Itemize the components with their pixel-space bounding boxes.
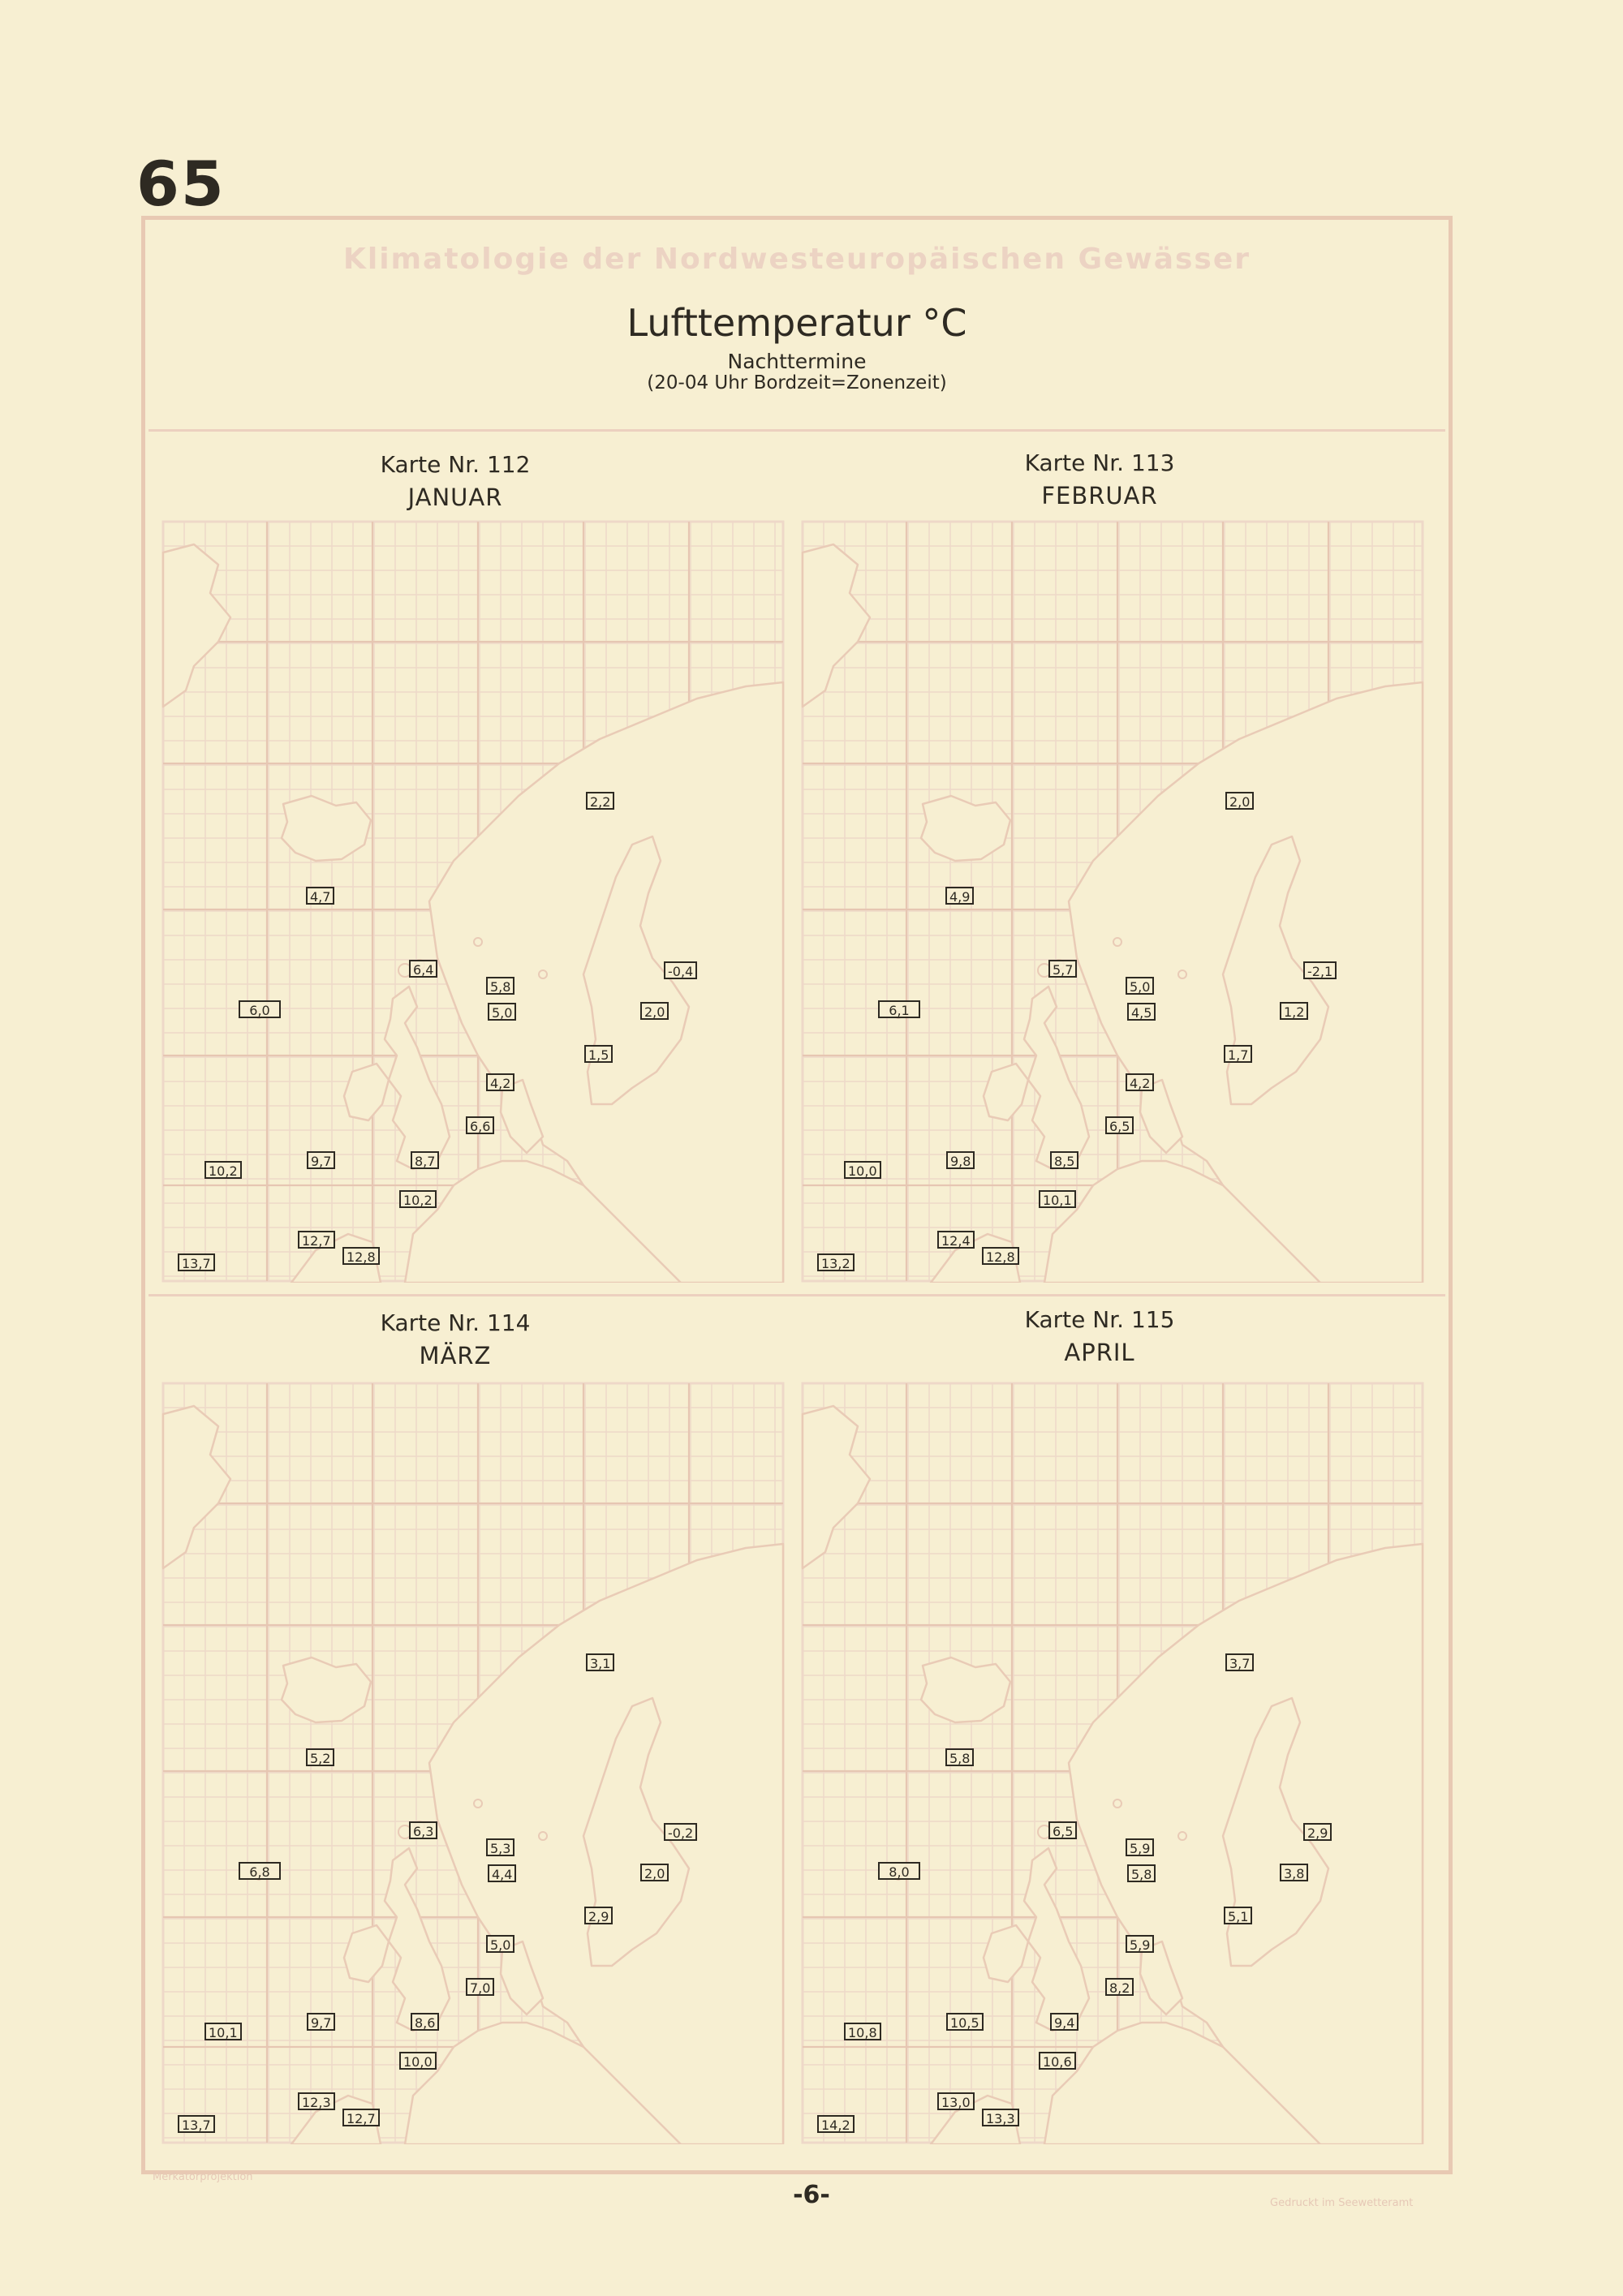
temperature-value-box: 5,8 bbox=[486, 977, 514, 995]
temperature-value-box: 8,2 bbox=[1105, 1978, 1134, 1996]
temperature-value-box: 9,7 bbox=[307, 2013, 335, 2031]
temperature-value-box: 4,9 bbox=[945, 887, 974, 905]
temperature-value-box: 6,8 bbox=[239, 1862, 281, 1880]
temperature-value-box: 5,0 bbox=[486, 1935, 514, 1953]
map-title-2 bbox=[293, 1307, 618, 1372]
temperature-value-box: 13,7 bbox=[178, 2115, 215, 2133]
temperature-value-box: 13,7 bbox=[178, 1253, 215, 1271]
map-graticule bbox=[801, 1382, 1424, 2144]
temperature-value-box: 5,3 bbox=[486, 1838, 514, 1856]
temperature-value-box: 10,1 bbox=[1039, 1190, 1076, 1208]
map-title-1 bbox=[937, 447, 1262, 512]
temperature-value-box: 4,2 bbox=[486, 1073, 514, 1091]
temperature-value-box: 12,7 bbox=[298, 1231, 335, 1249]
map-month-label: JANUAR bbox=[407, 484, 503, 511]
temperature-value-box: 2,0 bbox=[640, 1002, 669, 1020]
temperature-value-box: 12,8 bbox=[982, 1247, 1019, 1265]
temperature-value-box: 13,0 bbox=[937, 2092, 975, 2110]
series-title: Klimatologie der Nordwesteuropäischen Gewässer bbox=[342, 243, 1251, 276]
temperature-value-box: 1,5 bbox=[584, 1045, 613, 1063]
temperature-value-box: 5,2 bbox=[306, 1748, 334, 1766]
temperature-value-box: 5,0 bbox=[488, 1003, 516, 1021]
temperature-value-box: 1,2 bbox=[1280, 1002, 1308, 1020]
temperature-value-box: 2,0 bbox=[1225, 792, 1254, 810]
temperature-value-box: 5,7 bbox=[1048, 960, 1077, 978]
temperature-value-box: 5,9 bbox=[1126, 1935, 1154, 1953]
temperature-value-box: 6,5 bbox=[1105, 1116, 1134, 1134]
temperature-value-box: 6,5 bbox=[1048, 1821, 1077, 1839]
temperature-value-box: 2,9 bbox=[1303, 1823, 1332, 1841]
temperature-value-box: 2,0 bbox=[640, 1864, 669, 1881]
page-number-top: 65 bbox=[136, 148, 226, 220]
sheet-frame bbox=[141, 216, 1453, 2174]
subtitle-time-note: (20-04 Uhr Bordzeit=Zonenzeit) bbox=[647, 372, 947, 393]
temperature-value-box: 12,3 bbox=[298, 2092, 335, 2110]
temperature-value-box: 13,2 bbox=[817, 1253, 855, 1271]
temperature-value-box: 3,7 bbox=[1225, 1653, 1254, 1671]
temperature-value-box: 4,2 bbox=[1126, 1073, 1154, 1091]
page-number-bottom: -6- bbox=[793, 2181, 830, 2209]
temperature-value-box: 5,9 bbox=[1126, 1838, 1154, 1856]
temperature-value-box: 9,8 bbox=[946, 1151, 975, 1169]
temperature-value-box: 5,1 bbox=[1224, 1907, 1252, 1924]
map-graticule bbox=[161, 1382, 785, 2144]
temperature-value-box: 8,5 bbox=[1050, 1151, 1078, 1169]
footer-printer: Gedruckt im Seewetteramt bbox=[1270, 2197, 1414, 2209]
temperature-value-box: 10,0 bbox=[399, 2052, 437, 2070]
map-number-label: Karte Nr. 112 bbox=[380, 451, 531, 478]
map-title-0 bbox=[293, 449, 618, 514]
temperature-value-box: 3,1 bbox=[586, 1653, 614, 1671]
map-panel-januar bbox=[161, 520, 785, 1283]
temperature-value-box: 6,3 bbox=[409, 1821, 437, 1839]
map-month-label: APRIL bbox=[1064, 1339, 1135, 1366]
main-title: Lufttemperatur °C bbox=[626, 301, 967, 345]
temperature-value-box: 10,8 bbox=[844, 2023, 881, 2040]
map-month-label: FEBRUAR bbox=[1041, 482, 1158, 510]
temperature-value-box: 14,2 bbox=[817, 2115, 855, 2133]
footer-projection: Merkatorprojektion bbox=[153, 2171, 253, 2183]
temperature-value-box: 5,8 bbox=[945, 1748, 974, 1766]
temperature-value-box: 9,7 bbox=[307, 1151, 335, 1169]
temperature-value-box: -0,2 bbox=[664, 1823, 697, 1841]
temperature-value-box: 6,1 bbox=[878, 1000, 920, 1018]
temperature-value-box: 2,9 bbox=[584, 1907, 613, 1924]
map-number-label: Karte Nr. 115 bbox=[1024, 1306, 1175, 1333]
temperature-value-box: -0,4 bbox=[664, 961, 697, 979]
map-panel-april bbox=[801, 1382, 1424, 2144]
map-number-label: Karte Nr. 114 bbox=[380, 1309, 531, 1336]
row-divider bbox=[149, 1294, 1445, 1296]
map-number-label: Karte Nr. 113 bbox=[1024, 449, 1175, 476]
temperature-value-box: 6,4 bbox=[409, 960, 437, 978]
temperature-value-box: 5,8 bbox=[1127, 1864, 1156, 1882]
temperature-value-box: 2,2 bbox=[586, 792, 614, 810]
map-panel-februar bbox=[801, 520, 1424, 1283]
temperature-value-box: 10,1 bbox=[204, 2023, 242, 2040]
temperature-value-box: 4,7 bbox=[306, 887, 334, 905]
temperature-value-box: 12,7 bbox=[342, 2109, 380, 2126]
temperature-value-box: 10,2 bbox=[399, 1190, 437, 1208]
temperature-value-box: 12,4 bbox=[937, 1231, 975, 1249]
map-title-3 bbox=[937, 1304, 1262, 1369]
map-panel-maerz bbox=[161, 1382, 785, 2144]
temperature-value-box: 4,4 bbox=[488, 1864, 516, 1882]
temperature-value-box: 8,6 bbox=[411, 2013, 439, 2031]
map-month-label: MÄRZ bbox=[419, 1342, 492, 1369]
temperature-value-box: 10,2 bbox=[204, 1161, 242, 1179]
temperature-value-box: 3,8 bbox=[1280, 1864, 1308, 1881]
temperature-value-box: 8,0 bbox=[878, 1862, 920, 1880]
temperature-value-box: -2,1 bbox=[1303, 961, 1337, 979]
temperature-value-box: 10,6 bbox=[1039, 2052, 1076, 2070]
temperature-value-box: 10,5 bbox=[946, 2013, 984, 2031]
header-rule bbox=[149, 429, 1445, 432]
map-graticule bbox=[161, 520, 785, 1283]
map-graticule bbox=[801, 520, 1424, 1283]
temperature-value-box: 6,0 bbox=[239, 1000, 281, 1018]
temperature-value-box: 13,3 bbox=[982, 2109, 1019, 2126]
temperature-value-box: 5,0 bbox=[1126, 977, 1154, 995]
temperature-value-box: 4,5 bbox=[1127, 1003, 1156, 1021]
temperature-value-box: 6,6 bbox=[466, 1116, 494, 1134]
temperature-value-box: 8,7 bbox=[411, 1151, 439, 1169]
temperature-value-box: 10,0 bbox=[844, 1161, 881, 1179]
temperature-value-box: 12,8 bbox=[342, 1247, 380, 1265]
temperature-value-box: 7,0 bbox=[466, 1978, 494, 1996]
temperature-value-box: 9,4 bbox=[1050, 2013, 1078, 2031]
temperature-value-box: 1,7 bbox=[1224, 1045, 1252, 1063]
subtitle: Nachttermine bbox=[727, 350, 867, 373]
